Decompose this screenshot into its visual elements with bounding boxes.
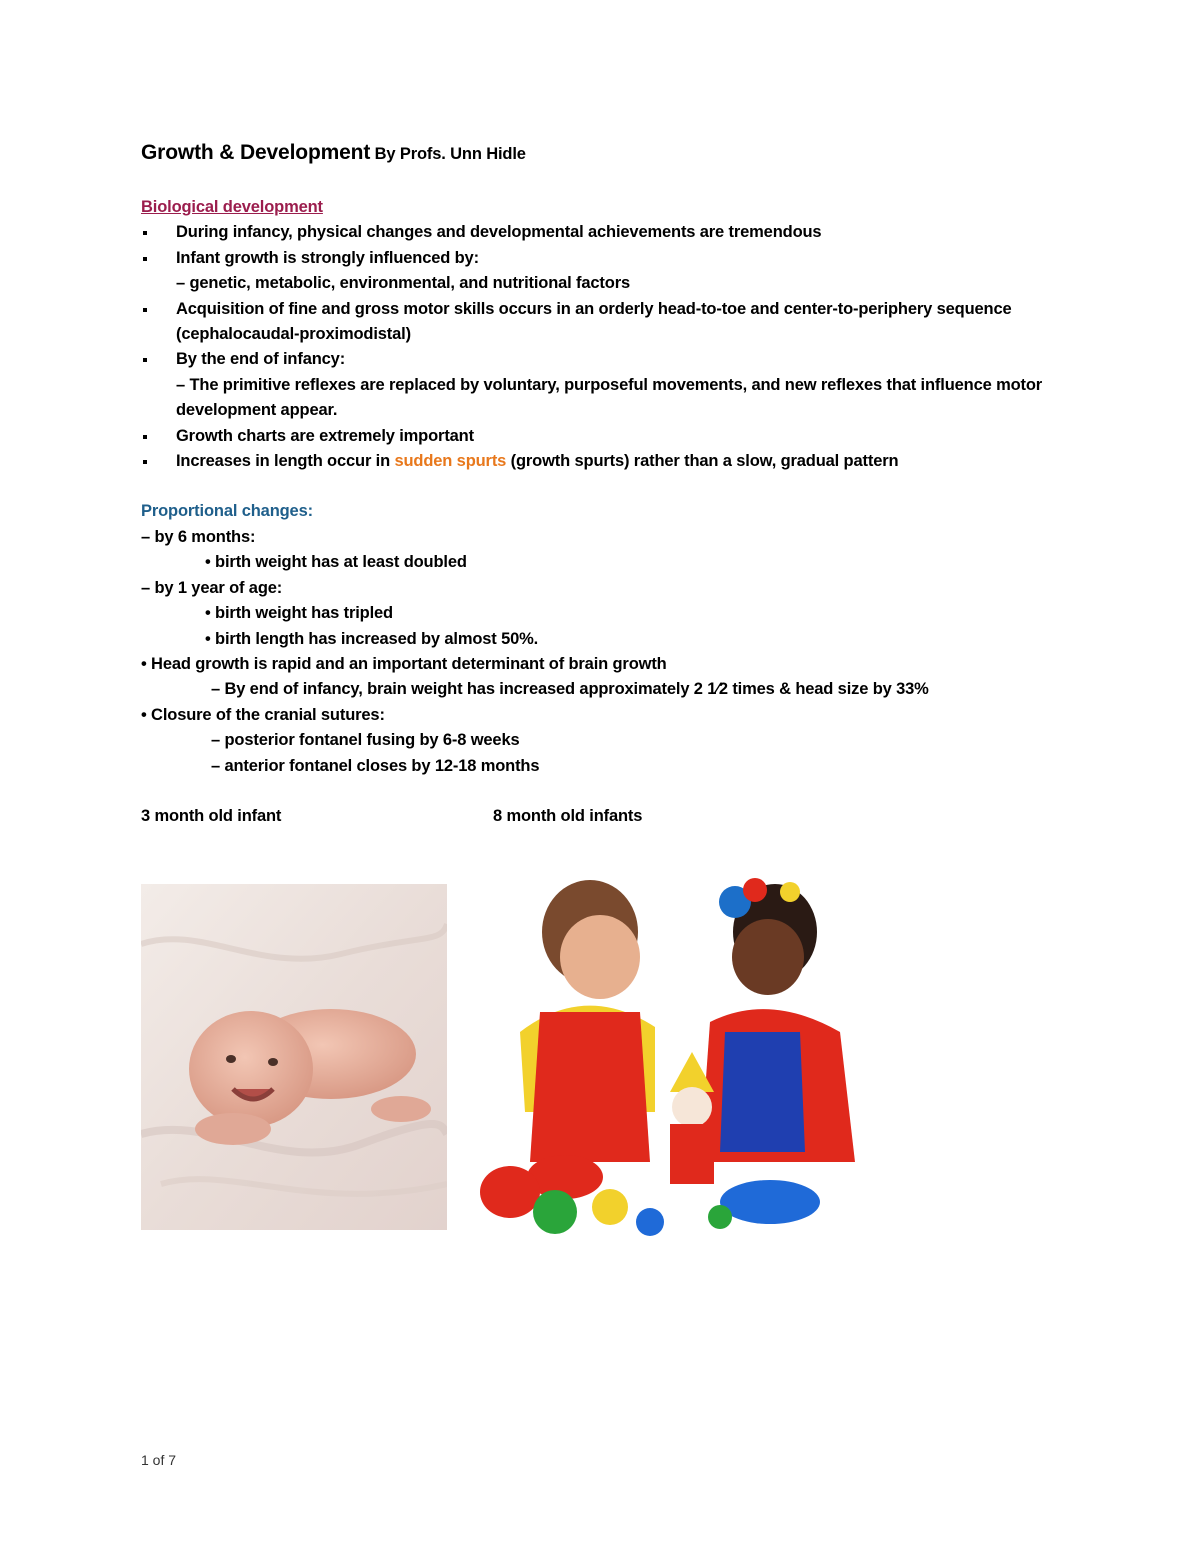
- list-item: • Closure of the cranial sutures:: [141, 705, 385, 724]
- title-main: Growth & Development: [141, 141, 371, 164]
- proportional-heading: Proportional changes:: [141, 502, 313, 521]
- infants-photo-graphic: [470, 862, 870, 1250]
- list-item-sub: (cephalocaudal-proximodistal): [176, 325, 411, 344]
- caption-right: 8 month old infants: [493, 806, 643, 825]
- list-item: By the end of infancy: – The primitive reflexes are replaced by voluntary, purposeful movements, and new reflexes that influence motor development appear.: [141, 347, 1061, 423]
- list-item: • Head growth is rapid and an important determinant of brain growth: [141, 654, 667, 673]
- biological-list: [141, 220, 1061, 474]
- biological-heading: Biological development: [141, 198, 323, 216]
- document-title: [141, 138, 1061, 169]
- list-item: Acquisition of fine and gross motor skills occurs in an orderly head-to-toe and center-to-periphery sequence (cephalocaudal-proximodistal): [141, 297, 1061, 348]
- list-item-sub: – genetic, metabolic, environmental, and nutritional factors: [176, 274, 631, 293]
- list-item-sub: – The primitive reflexes are replaced by voluntary, purposeful movements, and new reflexes that influence motor development appear.: [176, 375, 1043, 420]
- title-author: By Profs. Unn Hidle: [374, 145, 526, 163]
- photo-3-month-infant: [141, 884, 447, 1230]
- list-item: – By end of infancy, brain weight has increased approximately 2 1⁄2 times & head size by 33%: [211, 680, 929, 699]
- list-item: • birth weight has tripled: [205, 604, 393, 623]
- list-item: – by 1 year of age:: [141, 578, 283, 597]
- caption-left: 3 month old infant: [141, 806, 282, 825]
- list-item: Increases in length occur in sudden spurts (growth spurts) rather than a slow, gradual pattern: [141, 449, 1061, 474]
- proportional-list: [141, 525, 1061, 779]
- highlight-text: sudden spurts: [394, 452, 507, 471]
- document-body: [141, 138, 1061, 829]
- infant-photo-graphic: [141, 884, 447, 1230]
- photo-8-month-infants: [470, 862, 870, 1250]
- image-captions: [141, 804, 1061, 829]
- list-item: • birth length has increased by almost 50%.: [205, 629, 539, 648]
- list-item: During infancy, physical changes and developmental achievements are tremendous: [141, 220, 1061, 245]
- list-item: Infant growth is strongly influenced by: – genetic, metabolic, environmental, and nutritional factors: [141, 246, 1061, 297]
- list-item: – anterior fontanel closes by 12-18 months: [211, 756, 540, 775]
- list-item: – by 6 months:: [141, 527, 256, 546]
- page-number: 1 of 7: [141, 1452, 177, 1468]
- list-item: • birth weight has at least doubled: [205, 553, 467, 572]
- list-item: – posterior fontanel fusing by 6-8 weeks: [211, 731, 520, 750]
- list-item: Growth charts are extremely important: [141, 424, 1061, 449]
